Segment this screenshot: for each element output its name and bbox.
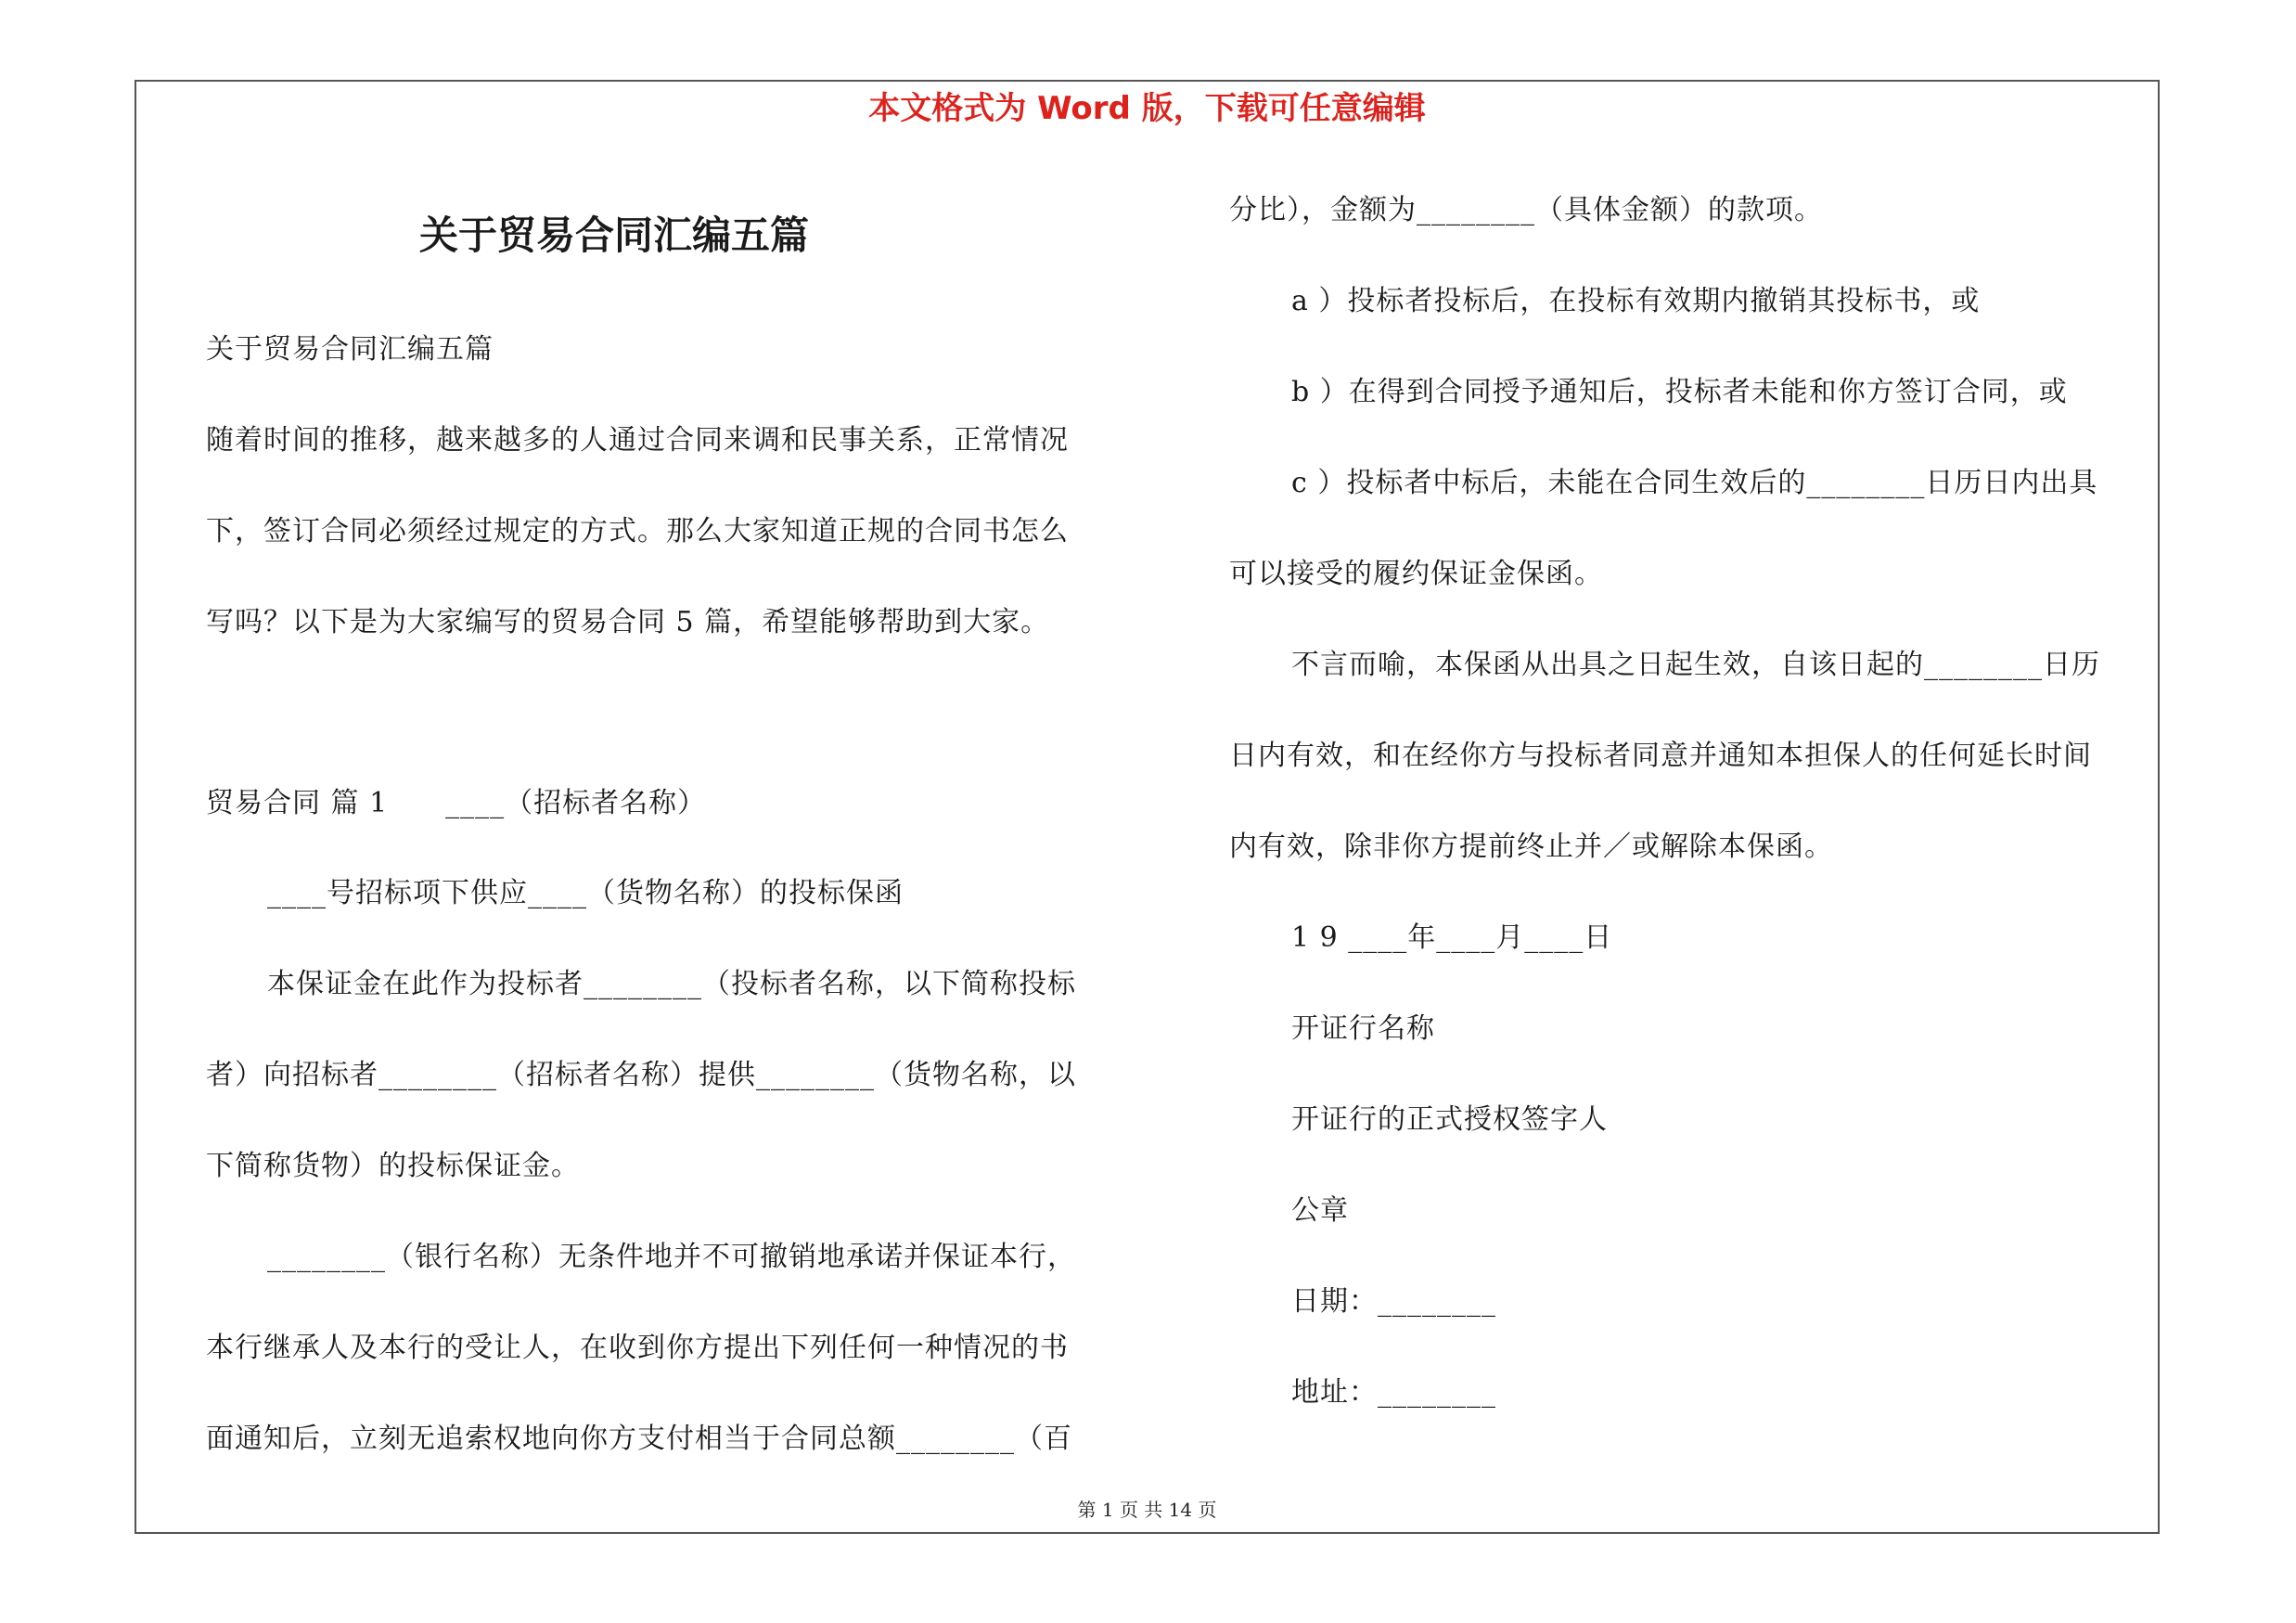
paragraph-line: 随着时间的推移，越来越多的人通过合同来调和民事关系，正常情况 — [206, 424, 1069, 457]
paragraph-line: 者）向招标者________（招标者名称）提供________（货物名称，以 — [206, 1059, 1076, 1091]
paragraph-line: 不言而喻，本保函从出具之日起生效，自该日起的________日历 — [1291, 649, 2100, 681]
paragraph-line: 日内有效，和在经你方与投标者同意并通知本担保人的任何延长时间 — [1229, 740, 2092, 772]
date-line: 1 9 ____年____月____日 — [1291, 921, 1613, 954]
list-item-c: c ）投标者中标后，未能在合同生效后的________日历日内出具 — [1291, 467, 2098, 499]
page-number-footer: 第 1 页 共 14 页 — [1077, 1499, 1217, 1521]
paragraph-line: 可以接受的履约保证金保函。 — [1229, 558, 1603, 590]
paragraph-line: 下简称货物）的投标保证金。 — [206, 1150, 580, 1182]
list-item-b: b ）在得到合同授予通知后，投标者未能和你方签订合同，或 — [1291, 376, 2068, 408]
issuing-bank-name: 开证行名称 — [1291, 1012, 1435, 1045]
paragraph-line: ________（银行名称）无条件地并不可撤销地承诺并保证本行， — [267, 1241, 1076, 1273]
authorized-signatory: 开证行的正式授权签字人 — [1291, 1103, 1608, 1136]
document-title: 关于贸易合同汇编五篇 — [419, 213, 810, 258]
official-seal: 公章 — [1291, 1194, 1349, 1227]
paragraph-line: 本保证金在此作为投标者________（投标者名称，以下简称投标 — [267, 968, 1076, 1000]
paragraph-line: 下，签订合同必须经过规定的方式。那么大家知道正规的合同书怎么 — [206, 515, 1069, 547]
paragraph-line: 分比），金额为________（具体金额）的款项。 — [1229, 194, 1823, 226]
subtitle-line: 关于贸易合同汇编五篇 — [206, 333, 494, 366]
paragraph-line: 本行继承人及本行的受让人，在收到你方提出下列任何一种情况的书 — [206, 1332, 1069, 1364]
paragraph-line: 面通知后，立刻无追索权地向你方支付相当于合同总额________（百 — [206, 1423, 1072, 1455]
paragraph-line: 内有效，除非你方提前终止并／或解除本保函。 — [1229, 831, 1833, 863]
list-item-a: a ）投标者投标后，在投标有效期内撤销其投标书，或 — [1291, 285, 1981, 317]
paragraph-line: ____号招标项下供应____（货物名称）的投标保函 — [267, 877, 904, 909]
paragraph-line: 写吗？以下是为大家编写的贸易合同 5 篇，希望能够帮助到大家。 — [206, 606, 1050, 638]
date-field: 日期：________ — [1291, 1285, 1496, 1318]
format-notice-banner: 本文格式为 Word 版，下载可任意编辑 — [868, 90, 1426, 127]
address-field: 地址：________ — [1291, 1376, 1496, 1409]
section-heading-line: 贸易合同 篇 1 ____（招标者名称） — [206, 787, 707, 819]
